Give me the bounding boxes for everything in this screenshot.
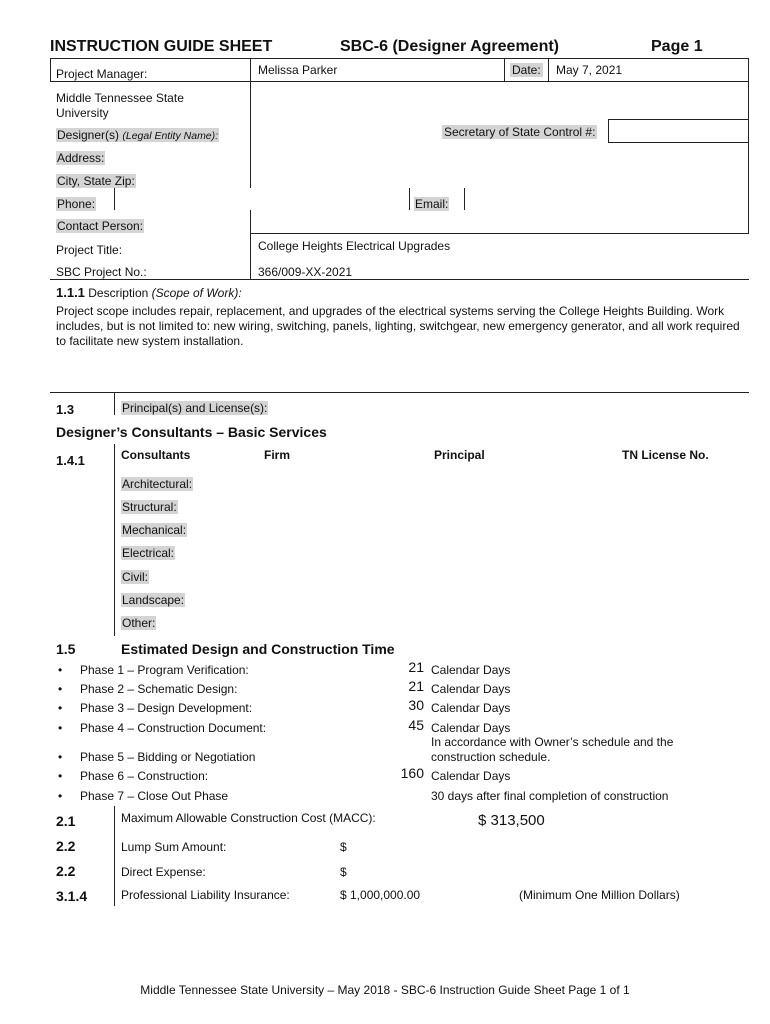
time-num: 1.5 xyxy=(56,641,76,657)
phase-4-row: • Phase 4 – Construction Document: xyxy=(58,721,267,735)
consultants-heading: Designer’s Consultants – Basic Services xyxy=(56,424,327,440)
lump-sum-label: Lump Sum Amount: xyxy=(121,840,227,854)
phase-1-unit: Calendar Days xyxy=(431,663,511,677)
consultant-architectural: Architectural: xyxy=(122,477,193,491)
consultant-civil: Civil: xyxy=(122,570,148,584)
consultant-mechanical: Mechanical: xyxy=(122,523,187,537)
contact-person-label: Contact Person: xyxy=(57,219,144,233)
sheet-title: INSTRUCTION GUIDE SHEET xyxy=(50,38,273,55)
university-name: Middle Tennessee State University xyxy=(56,91,184,120)
col-consultants: Consultants xyxy=(121,448,191,462)
insurance-num: 3.1.4 xyxy=(56,888,88,904)
date-value[interactable]: May 7, 2021 xyxy=(556,63,623,77)
description-heading: 1.1.1 Description (Scope of Work): xyxy=(56,285,242,300)
phase-4-days[interactable]: 45 xyxy=(408,717,424,733)
consultant-electrical: Electrical: xyxy=(122,546,175,560)
phase-7-unit: 30 days after final completion of construction xyxy=(431,789,669,803)
phase-4-unit: Calendar Days xyxy=(431,721,511,735)
label-column-divider xyxy=(250,58,251,188)
phase-7-row: • Phase 7 – Close Out Phase xyxy=(58,789,229,803)
phase-6-days[interactable]: 160 xyxy=(400,765,424,781)
phase-6-unit: Calendar Days xyxy=(431,769,511,783)
description-bottom-line xyxy=(50,392,749,393)
phone-divider xyxy=(114,188,115,210)
macc-value[interactable]: $ 313,500 xyxy=(478,812,545,829)
phase-2-days[interactable]: 21 xyxy=(408,678,424,694)
consultants-num: 1.4.1 xyxy=(56,453,85,468)
direct-expense-label: Direct Expense: xyxy=(121,865,206,879)
pm-bottom-line xyxy=(50,81,250,82)
direct-expense-num: 2.2 xyxy=(56,863,76,879)
project-title-label: Project Title: xyxy=(56,243,123,257)
box-left-line xyxy=(50,58,51,82)
date-divider-1 xyxy=(504,58,505,81)
email-label: Email: xyxy=(415,197,449,211)
box-top-line xyxy=(50,58,749,59)
principals-num: 1.3 xyxy=(56,402,75,417)
lump-sum-num: 2.2 xyxy=(56,838,76,854)
pm-label: Project Manager: xyxy=(56,67,148,81)
insurance-value[interactable]: $ 1,000,000.00 xyxy=(340,888,421,902)
macc-label: Maximum Allowable Construction Cost (MACC): xyxy=(121,811,376,825)
address-label: Address: xyxy=(57,151,105,165)
insurance-label: Professional Liability Insurance: xyxy=(121,888,290,902)
phase-6-row: • Phase 6 – Construction: xyxy=(58,769,209,783)
consultants-divider xyxy=(114,444,115,636)
page-footer: Middle Tennessee State University – May 2018 - SBC-6 Instruction Guide Sheet Page 1 of 1 xyxy=(140,983,630,997)
consultant-landscape: Landscape: xyxy=(122,593,185,607)
consultant-other: Other: xyxy=(122,616,156,630)
time-heading: Estimated Design and Construction Time xyxy=(121,641,395,657)
direct-expense-value[interactable]: $ xyxy=(340,865,347,879)
col-firm: Firm xyxy=(264,448,291,462)
email-divider-2 xyxy=(464,188,465,210)
lump-sum-value[interactable]: $ xyxy=(340,840,347,854)
sbc-project-label: SBC Project No.: xyxy=(56,265,147,279)
col-principal: Principal xyxy=(434,448,485,462)
designer-label: Designer(s) (Legal Entity Name): xyxy=(57,128,219,142)
contact-bottom-line xyxy=(250,233,749,234)
phase-1-days[interactable]: 21 xyxy=(408,659,424,675)
box-right-line xyxy=(748,58,749,234)
phase-5-unit: In accordance with Owner’s schedule and the construction schedule. xyxy=(431,735,674,764)
form-name: SBC-6 (Designer Agreement) xyxy=(340,38,560,55)
phase-3-days[interactable]: 30 xyxy=(408,697,424,713)
macc-num: 2.1 xyxy=(56,813,76,829)
consultant-structural: Structural: xyxy=(122,500,177,514)
sos-top-line xyxy=(608,119,748,120)
sos-bottom-line xyxy=(608,142,748,143)
phone-label: Phone: xyxy=(57,197,96,211)
description-text[interactable]: Project scope includes repair, replacement, and upgrades of the electrical systems serving the College Heights Building. Work includes, but is not limited to: new wiring, switching, panels, lighting, switchgear, new emergency generator, and all work required to facilitate new system installation. xyxy=(56,304,740,348)
insurance-note: (Minimum One Million Dollars) xyxy=(519,888,680,902)
lower-column-divider xyxy=(250,210,251,280)
project-title-value[interactable]: College Heights Electrical Upgrades xyxy=(258,239,451,253)
costs-divider xyxy=(114,806,115,906)
col-license: TN License No. xyxy=(622,448,709,462)
box-bottom-line xyxy=(50,279,749,280)
phase-2-unit: Calendar Days xyxy=(431,682,511,696)
principals-divider xyxy=(114,393,115,415)
sbc-project-value[interactable]: 366/009-XX-2021 xyxy=(258,265,353,279)
sos-label: Secretary of State Control #: xyxy=(444,125,596,139)
phase-2-row: • Phase 2 – Schematic Design: xyxy=(58,682,238,696)
sos-divider xyxy=(608,119,609,143)
phase-3-unit: Calendar Days xyxy=(431,701,511,715)
date-divider-2 xyxy=(548,58,549,81)
phase-5-row: • Phase 5 – Bidding or Negotiation xyxy=(58,750,256,764)
phase-1-row: • Phase 1 – Program Verification: xyxy=(58,663,249,677)
pm-value[interactable]: Melissa Parker xyxy=(258,63,338,77)
phase-3-row: • Phase 3 – Design Development: xyxy=(58,701,253,715)
page-number: Page 1 xyxy=(651,38,703,55)
email-divider-1 xyxy=(409,188,410,210)
pm-value-bottom-line xyxy=(250,81,749,82)
principals-label: Principal(s) and License(s): xyxy=(122,401,268,415)
date-label: Date: xyxy=(512,63,541,77)
city-state-zip-label: City, State Zip: xyxy=(57,174,135,188)
